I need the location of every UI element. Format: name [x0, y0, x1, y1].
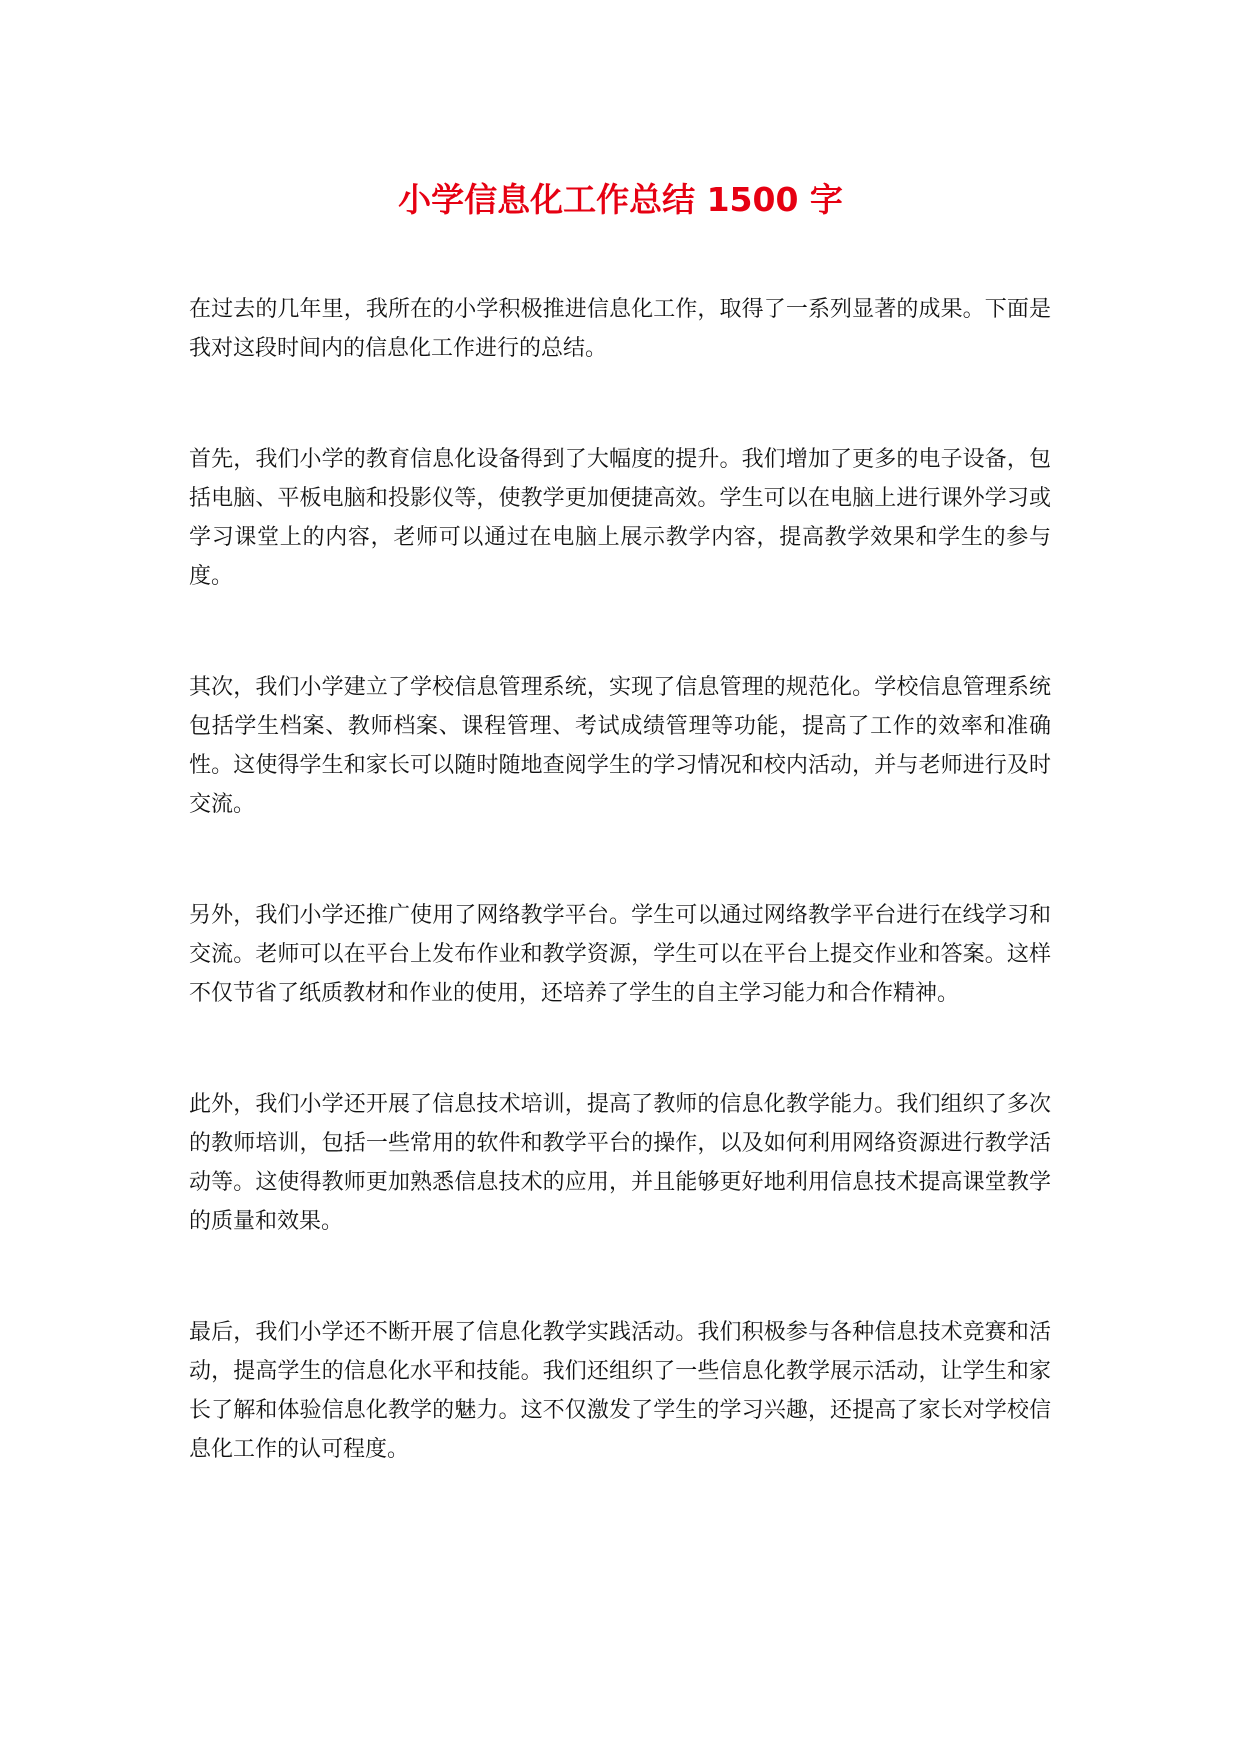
paragraph-equipment: 首先，我们小学的教育信息化设备得到了大幅度的提升。我们增加了更多的电子设备，包括电脑、平板电脑和投影仪等，使教学更加便捷高效。学生可以在电脑上进行课外学习或学习课堂上的内容，老师可以通过在电脑上展示教学内容，提高教学效果和学生的参与度。	[189, 447, 1051, 589]
paragraph-intro: 在过去的几年里，我所在的小学积极推进信息化工作，取得了一系列显著的成果。下面是我对这段时间内的信息化工作进行的总结。	[189, 297, 1051, 361]
document-body	[189, 290, 1051, 1541]
document-title: 小学信息化工作总结 1500 字	[398, 180, 843, 219]
paragraph-online-platform: 另外，我们小学还推广使用了网络教学平台。学生可以通过网络教学平台进行在线学习和交流。老师可以在平台上发布作业和教学资源，学生可以在平台上提交作业和答案。这样不仅节省了纸质教材和作业的使用，还培养了学生的自主学习能力和合作精神。	[189, 903, 1051, 1006]
paragraph-teacher-training: 此外，我们小学还开展了信息技术培训，提高了教师的信息化教学能力。我们组织了多次的教师培训，包括一些常用的软件和教学平台的操作，以及如何利用网络资源进行教学活动等。这使得教师更加熟悉信息技术的应用，并且能够更好地利用信息技术提高课堂教学的质量和效果。	[189, 1092, 1051, 1234]
paragraph-management-system: 其次，我们小学建立了学校信息管理系统，实现了信息管理的规范化。学校信息管理系统包括学生档案、教师档案、课程管理、考试成绩管理等功能，提高了工作的效率和准确性。这使得学生和家长可以随时随地查阅学生的学习情况和校内活动，并与老师进行及时交流。	[189, 675, 1051, 817]
paragraph-practice-activities: 最后，我们小学还不断开展了信息化教学实践活动。我们积极参与各种信息技术竞赛和活动，提高学生的信息化水平和技能。我们还组织了一些信息化教学展示活动，让学生和家长了解和体验信息化教学的魅力。这不仅激发了学生的学习兴趣，还提高了家长对学校信息化工作的认可程度。	[189, 1320, 1051, 1462]
